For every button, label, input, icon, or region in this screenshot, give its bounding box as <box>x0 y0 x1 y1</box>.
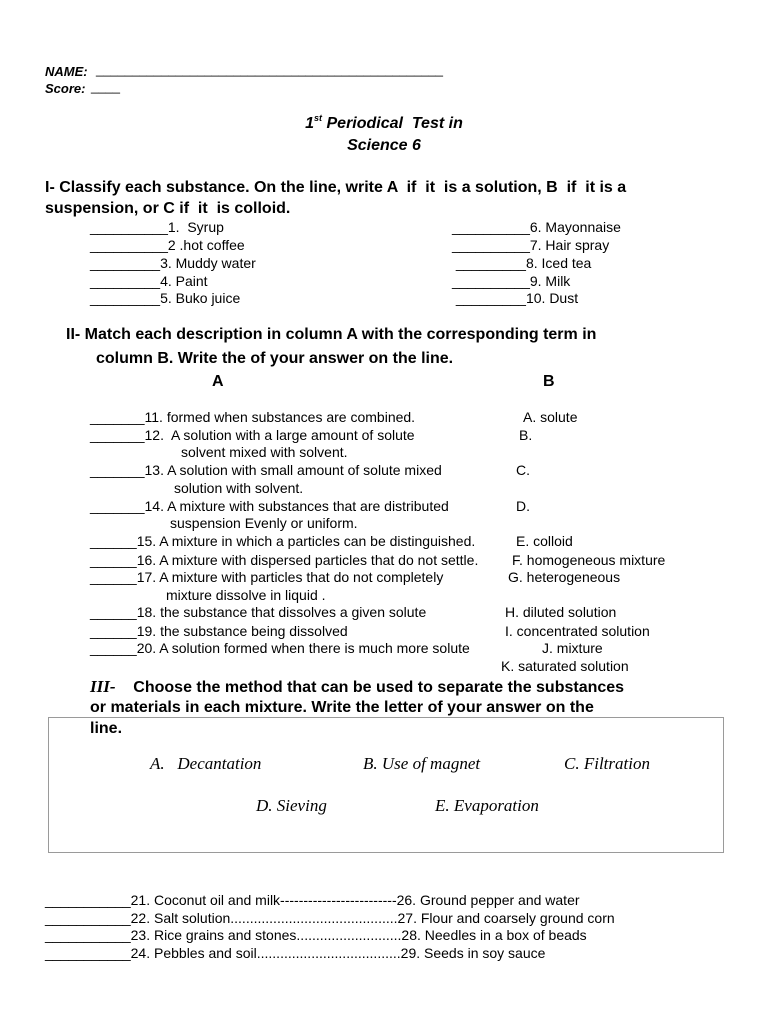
match-item[interactable]: ______17. A mixture with particles that do not completely <box>90 569 444 585</box>
column-a-heading: A <box>212 373 224 390</box>
match-choice: E. colloid <box>516 533 573 549</box>
match-item[interactable]: ______18. the substance that dissolves a given solute <box>90 604 427 620</box>
part3-instruction-text: Choose the method that can be used to separate the substances <box>133 679 625 696</box>
part1-left-item[interactable]: _________5. Buko juice <box>90 290 241 306</box>
match-choice: G. heterogeneous <box>508 569 621 585</box>
match-item-continuation: solvent mixed with solvent. <box>181 444 348 460</box>
part1-left-item[interactable]: __________2 .hot coffee <box>90 237 245 253</box>
part3-instruction-line3: line. <box>90 720 123 737</box>
part3-instruction-line2: or materials in each mixture. Write the letter of your answer on the <box>90 699 594 716</box>
method-option: E. Evaporation <box>435 796 539 815</box>
methods-box <box>48 717 724 853</box>
match-choice: D. <box>516 498 530 514</box>
part3-item[interactable]: ___________24. Pebbles and soil.....................................29. Seeds in soy sauce <box>45 945 546 961</box>
part1-right-item[interactable]: _________10. Dust <box>452 290 579 306</box>
name-label: NAME: <box>45 64 88 79</box>
match-item[interactable]: ______16. A mixture with dispersed particles that do not settle. <box>90 552 479 568</box>
match-choice: I. concentrated solution <box>505 623 650 639</box>
match-item[interactable]: _______11. formed when substances are combined. <box>90 409 416 425</box>
match-item[interactable]: ______20. A solution formed when there is much more solute <box>90 640 470 656</box>
part3-item[interactable]: ___________22. Salt solution...........................................27. Flour and coarsely ground corn <box>45 910 615 926</box>
score-line[interactable]: ____ <box>91 79 120 94</box>
part1-left-item[interactable]: _________3. Muddy water <box>90 255 256 271</box>
match-choice: B. <box>519 427 533 443</box>
method-option: B. Use of magnet <box>363 754 481 773</box>
match-item-continuation: solution with solvent. <box>174 480 304 496</box>
match-choice: J. mixture <box>542 640 603 656</box>
part1-right-item[interactable]: _________8. Iced tea <box>452 255 592 271</box>
part1-instruction-line2: suspension, or C if it is colloid. <box>45 200 291 217</box>
test-title <box>0 115 768 133</box>
match-choice: K. saturated solution <box>501 658 629 674</box>
column-b-heading: B <box>543 373 555 390</box>
part3-instruction-line1 <box>90 676 624 698</box>
part1-left-item[interactable]: _________4. Paint <box>90 273 208 289</box>
match-item[interactable]: _______13. A solution with small amount of solute mixed <box>90 462 442 478</box>
part2-instruction-line2: column B. Write the of your answer on the line. <box>96 350 454 367</box>
match-item-continuation: suspension Evenly or uniform. <box>170 515 358 531</box>
part3-item[interactable]: ___________21. Coconut oil and milk-------------------------26. Ground pepper and water <box>45 892 580 908</box>
score-label: Score: <box>45 81 86 96</box>
method-option: A. Decantation <box>150 754 262 773</box>
name-line[interactable]: ________________________________________________ <box>96 62 444 77</box>
part2-instruction-line1: II- Match each description in column A with the corresponding term in <box>66 326 597 343</box>
part1-right-item[interactable]: __________9. Milk <box>452 273 571 289</box>
test-subject: Science 6 <box>347 137 421 154</box>
title-rest: Periodical Test in <box>322 115 463 132</box>
match-item-continuation: mixture dissolve in liquid . <box>166 587 326 603</box>
part3-number: III- <box>90 677 116 696</box>
part1-right-item[interactable]: __________7. Hair spray <box>452 237 610 253</box>
match-choice: A. solute <box>523 409 578 425</box>
match-choice: F. homogeneous mixture <box>512 552 666 568</box>
match-choice: C. <box>516 462 530 478</box>
title-number: 1 <box>305 115 315 132</box>
match-item[interactable]: _______12. A solution with a large amount of solute <box>90 427 415 443</box>
part1-instruction-line1: I- Classify each substance. On the line, write A if it is a solution, B if it is a <box>45 179 627 196</box>
part3-item[interactable]: ___________23. Rice grains and stones...........................28. Needles in a box of beads <box>45 927 587 943</box>
method-option: C. Filtration <box>564 754 650 773</box>
match-choice: H. diluted solution <box>505 604 617 620</box>
title-superscript: st <box>314 113 323 123</box>
match-item[interactable]: ______15. A mixture in which a particles can be distinguished. <box>90 533 476 549</box>
part1-left-item[interactable]: __________1. Syrup <box>90 219 224 235</box>
match-item[interactable]: _______14. A mixture with substances that are distributed <box>90 498 449 514</box>
part1-right-item[interactable]: __________6. Mayonnaise <box>452 219 621 235</box>
method-option: D. Sieving <box>256 796 327 815</box>
match-item[interactable]: ______19. the substance being dissolved <box>90 623 348 639</box>
